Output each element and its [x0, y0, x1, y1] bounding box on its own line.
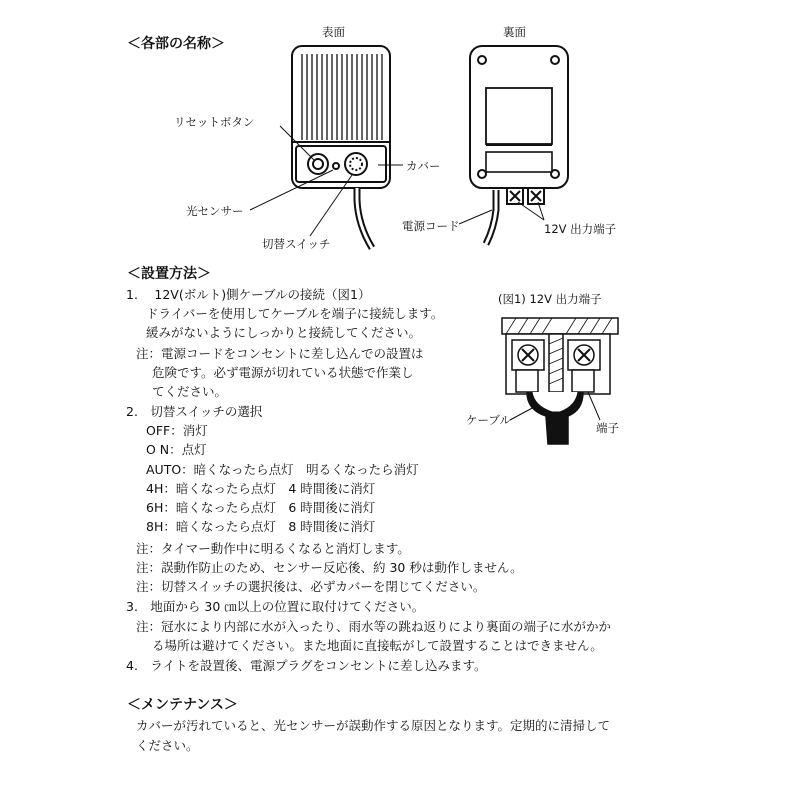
back-unit-illustration: [470, 46, 568, 244]
figure1-cable-label: ケーブル: [466, 413, 511, 427]
install-note: 注：タイマー動作中に明るくなると消灯します。: [136, 541, 410, 556]
install-note: 注：冠水により内部に水が入ったり、雨水等の跳ね返りにより裏面の端子に水がかか: [136, 619, 612, 634]
switch-option: 6H：暗くなったら点灯 6 時間後に消灯: [146, 500, 376, 515]
output-terminal-callout: 12V 出力端子: [544, 222, 617, 236]
parts-heading: ＜各部の名称＞: [127, 36, 225, 52]
install-note: 注：切替スイッチの選択後は、必ずカバーを閉じてください。: [136, 579, 486, 594]
maintenance-line: ください。: [136, 738, 199, 753]
install-note: 危険です。必ず電源が切れている状態で作業し: [152, 365, 414, 380]
front-unit-illustration: [292, 46, 390, 248]
install-note: 注：誤動作防止のため、センサー反応後、約 30 秒は動作しません。: [136, 560, 523, 575]
switch-option: OFF：消灯: [146, 423, 208, 438]
light-sensor-callout: 光センサー: [186, 204, 244, 218]
switch-option: 8H：暗くなったら点灯 8 時間後に消灯: [146, 519, 376, 534]
switch-option: 4H：暗くなったら点灯 4 時間後に消灯: [146, 481, 376, 496]
figure1-terminal-label: 端子: [596, 421, 619, 435]
install-step-4: 4. ライトを設置後、電源プラグをコンセントに差し込みます。: [126, 658, 487, 673]
install-note: てください。: [152, 384, 228, 399]
power-cord-callout: 電源コード: [402, 219, 460, 233]
install-line: ドライバーを使用してケーブルを端子に接続します。: [146, 306, 444, 321]
install-step-3: 3. 地面から 30 ㎝以上の位置に取付けてください。: [126, 599, 425, 614]
switch-callout: 切替スイッチ: [262, 237, 331, 251]
front-label: 表面: [322, 25, 345, 39]
switch-option: AUTO：暗くなったら点灯 明るくなったら消灯: [146, 462, 419, 477]
back-label: 裏面: [503, 25, 526, 39]
install-note: 注：電源コードをコンセントに差し込んでの設置は: [136, 346, 424, 361]
reset-button-callout: リセットボタン: [174, 115, 255, 129]
figure1-title: (図1) 12V 出力端子: [498, 292, 602, 306]
maintenance-heading: ＜メンテナンス＞: [127, 697, 238, 713]
switch-option: O N：点灯: [146, 442, 207, 457]
install-heading: ＜設置方法＞: [127, 266, 211, 282]
install-step-2: 2. 切替スイッチの選択: [126, 404, 263, 419]
install-note: る場所は避けてください。また地面に直接転がして設置することはできません。: [152, 638, 603, 653]
install-step-1: 1. 12V(ボルト)側ケーブルの接続（図1）: [126, 287, 371, 302]
maintenance-line: カバーが汚れていると、光センサーが誤動作する原因となります。定期的に清掃して: [136, 718, 611, 733]
cover-callout: カバー: [406, 159, 441, 173]
install-line: 緩みがないようにしっかりと接続してください。: [146, 325, 422, 340]
